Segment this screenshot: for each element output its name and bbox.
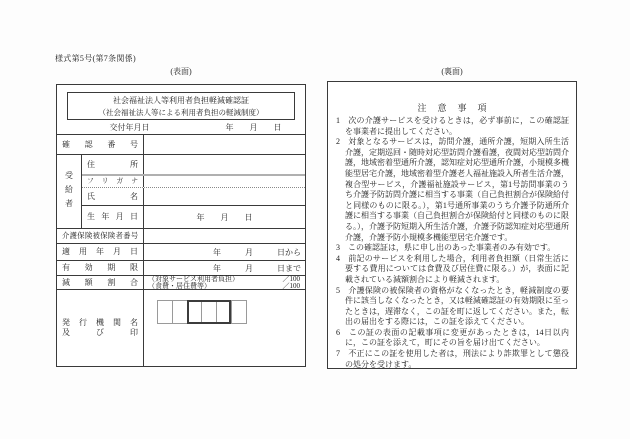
birth-date-label-cell bbox=[82, 206, 144, 228]
confirmation-number-label-cell bbox=[57, 135, 144, 154]
application-date-label: 適用年月日 bbox=[62, 247, 138, 256]
certificate-title-box bbox=[67, 92, 295, 120]
reduction-service-fraction: ／100 bbox=[282, 274, 300, 283]
address-label-cell bbox=[82, 155, 144, 174]
name-label: 氏名 bbox=[87, 191, 138, 201]
issuer-label-line1: 発行機関名 bbox=[62, 318, 138, 327]
form-number: 様式第5号(第7条関係) bbox=[55, 54, 136, 63]
reduction-rate-values bbox=[144, 276, 305, 289]
stamp-cell bbox=[172, 301, 187, 323]
address-label: 住所 bbox=[87, 159, 138, 169]
reduction-meal-fraction: ／100 bbox=[282, 281, 300, 290]
valid-period-value: 年 月 日まで bbox=[213, 263, 301, 273]
issue-date-value: 年 月 日 bbox=[225, 123, 282, 132]
application-date-row bbox=[57, 244, 305, 261]
issue-date-row bbox=[57, 122, 305, 135]
application-date-label-cell bbox=[57, 244, 144, 260]
certificate-title: 社会福祉法人等利用者負担軽減確認証 bbox=[113, 95, 249, 105]
note-item-4: 4 前記のサービスを利用した場合，利用者負担額（日常生活に要する費用については食費及び居住費に限る。）が，表面に記載されている減額割合により軽減されます。 bbox=[336, 253, 569, 284]
stamp-cell bbox=[201, 301, 216, 323]
reduction-service-label: （対象サービス利用者負担） bbox=[148, 274, 239, 283]
back-side-label: (裏面) bbox=[441, 67, 463, 76]
birth-date-label: 生年月日 bbox=[87, 212, 138, 221]
front-certificate-panel bbox=[56, 84, 306, 367]
address-row bbox=[82, 155, 305, 176]
name-row bbox=[82, 188, 305, 206]
note-item-1: 1 次の介護サービスを受けるときは，必ず事前に，この確認証を事業者に提出してください。 bbox=[336, 116, 569, 136]
stamp-cell bbox=[216, 301, 231, 323]
application-date-value: 年 月 日から bbox=[213, 247, 301, 257]
reduction-rate-row bbox=[57, 276, 305, 290]
furigana-label: フリガナ bbox=[87, 177, 138, 185]
note-item-5: 5 介護保険の被保険者の資格がなくなったとき，軽減制度の要件に該当しなくなったとき，又は軽減確認証の有効期限に至ったときは，遅滞なく，この証を町に返してください。また，転出の届出をする際には，この証を添えてください。 bbox=[336, 285, 569, 327]
reduction-rate-label-cell bbox=[57, 276, 144, 289]
recipient-group-label: 受給者 bbox=[64, 170, 74, 213]
name-label-cell bbox=[82, 188, 144, 205]
insured-number-value-cell bbox=[144, 229, 305, 243]
valid-period-label-cell bbox=[57, 261, 144, 275]
stamp-grid bbox=[157, 300, 247, 324]
title-area bbox=[57, 85, 305, 122]
confirmation-number-row bbox=[57, 135, 305, 155]
reduction-meal-label: （食費・居住費等） bbox=[148, 281, 211, 290]
furigana-label-cell bbox=[82, 176, 144, 187]
notes-heading: 注 意 事 項 bbox=[417, 103, 488, 113]
confirmation-number-value-cell bbox=[144, 135, 305, 154]
issuer-label-cell bbox=[57, 290, 144, 366]
note-item-3: 3 この確認証は，県に申し出のあった事業者のみ有効です。 bbox=[336, 243, 556, 253]
recipient-subtable bbox=[82, 155, 305, 228]
birth-date-value: 年 月 日 bbox=[196, 212, 253, 222]
stamp-cell bbox=[187, 301, 202, 323]
reduction-rate-label: 減額割合 bbox=[62, 277, 138, 287]
issuer-stamp-area bbox=[144, 290, 305, 366]
birth-date-row bbox=[82, 206, 305, 228]
furigana-value-cell bbox=[144, 176, 305, 187]
certificate-subtitle: （社会福祉法人等による利用者負担の軽減制度） bbox=[98, 107, 264, 117]
note-item-2: 2 対象となるサービスは，訪問介護，通所介護，短期入所生活介護，定期巡回・随時対応型訪問介護看護，夜間対応型訪問介護，地域密着型通所介護，認知症対応型通所介護，小規模多機能型居宅介護，地域密着型介護老人福祉施設入所者生活介護，複合型サービス，介護福祉施設サービス，第1号訪問事業のうち介護予防訪問介護に相当する事業（自己負担割合が保険給付と同様のものに限る。），第1号通所事業のうち介護予防通所介護に相当する事業（自己負担割合が保険給付と同様のものに限る。），介護予防短期入所生活介護，介護予防認知症対応型通所介護，介護予防小規模多機能型居宅介護です。 bbox=[336, 137, 569, 242]
valid-period-row bbox=[57, 261, 305, 276]
recipient-row bbox=[57, 155, 305, 229]
address-value-cell bbox=[144, 155, 305, 174]
name-value-cell bbox=[144, 188, 305, 205]
confirmation-number-label: 確認番号 bbox=[62, 139, 138, 149]
furigana-row bbox=[82, 176, 305, 188]
stamp-cell bbox=[231, 301, 246, 323]
reduction-line-meal bbox=[148, 283, 300, 290]
issuer-label-line2: 及び印 bbox=[62, 328, 138, 337]
stamp-cell bbox=[158, 301, 172, 323]
valid-period-label: 有効期限 bbox=[62, 263, 138, 272]
insured-number-row bbox=[57, 229, 305, 244]
note-item-6: 6 この証の表面の記載事項に変更があったときは，14日以内に，この証を添えて，町にその旨を届け出てください。 bbox=[336, 327, 569, 348]
front-side-label: (表面) bbox=[170, 67, 192, 76]
back-notes-panel bbox=[327, 81, 577, 369]
issue-date-label: 交付年月日 bbox=[109, 123, 150, 132]
recipient-group-label-cell bbox=[57, 155, 82, 228]
note-item-7: 7 不正にこの証を使用した者は，刑法により詐欺罪として懲役の処分を受けます。 bbox=[336, 349, 569, 369]
issuer-row bbox=[57, 290, 305, 366]
insured-number-label: 介護保険被保険者番号 bbox=[62, 231, 138, 240]
insured-number-label-cell bbox=[57, 229, 144, 243]
